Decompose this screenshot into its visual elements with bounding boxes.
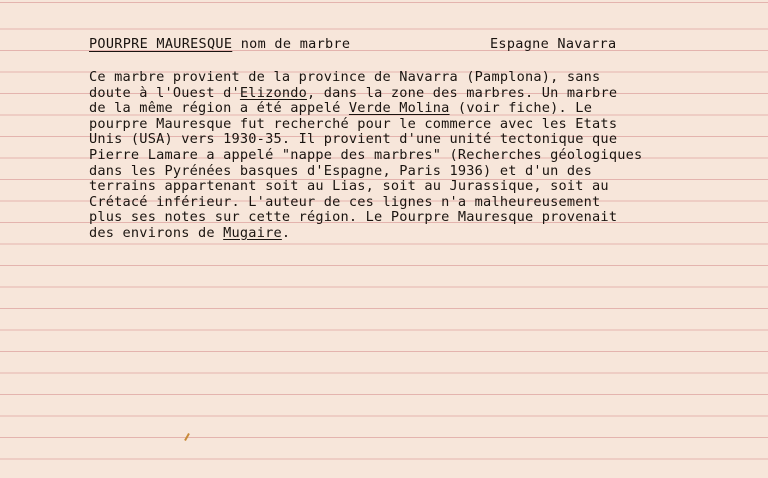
text-line: dans les Pyrénées basques d'Espagne, Paris 1936) et d'un des — [89, 162, 593, 179]
text-line: Unis (USA) vers 1930-35. Il provient d'une unité tectonique que — [89, 131, 618, 148]
text-line: Crétacé inférieur. L'auteur de ces lignes n'a malheureusement — [89, 193, 601, 210]
marble-name: POURPRE MAURESQUE — [89, 36, 233, 52]
card-text — [89, 70, 759, 242]
pencil-mark — [184, 433, 190, 441]
card-header — [89, 36, 748, 52]
place-mugaire: Mugaire — [223, 224, 282, 241]
text-line: des environs de — [89, 224, 224, 241]
text-line: , dans la zone des marbres. Un marbre — [307, 84, 618, 101]
text-line: terrains appartenant soit au Lias, soit au Jurassique, soit au — [89, 178, 609, 195]
ref-verde-molina: Verde Molina — [348, 100, 450, 117]
text-line: . — [281, 224, 291, 241]
marble-region: Espagne Navarra — [490, 36, 617, 52]
marble-category: nom de marbre — [240, 36, 351, 52]
text-line: pourpre Mauresque fut recherché pour le commerce avec les Etats — [89, 115, 618, 132]
text-line: plus ses notes sur cette région. Le Pourpre Mauresque provenait — [89, 209, 618, 226]
text-line: (voir fiche). Le — [449, 100, 593, 117]
text-line: de la même région a été appelé — [89, 100, 349, 117]
text-line: Pierre Lamare a appelé "nappe des marbres" (Recherches géologiques — [89, 146, 643, 163]
text-line: Ce marbre provient de la province de Navarra (Pamplona), sans — [89, 69, 601, 85]
place-elizondo: Elizondo — [239, 84, 307, 101]
text-line: doute à l'Ouest d' — [89, 84, 240, 101]
